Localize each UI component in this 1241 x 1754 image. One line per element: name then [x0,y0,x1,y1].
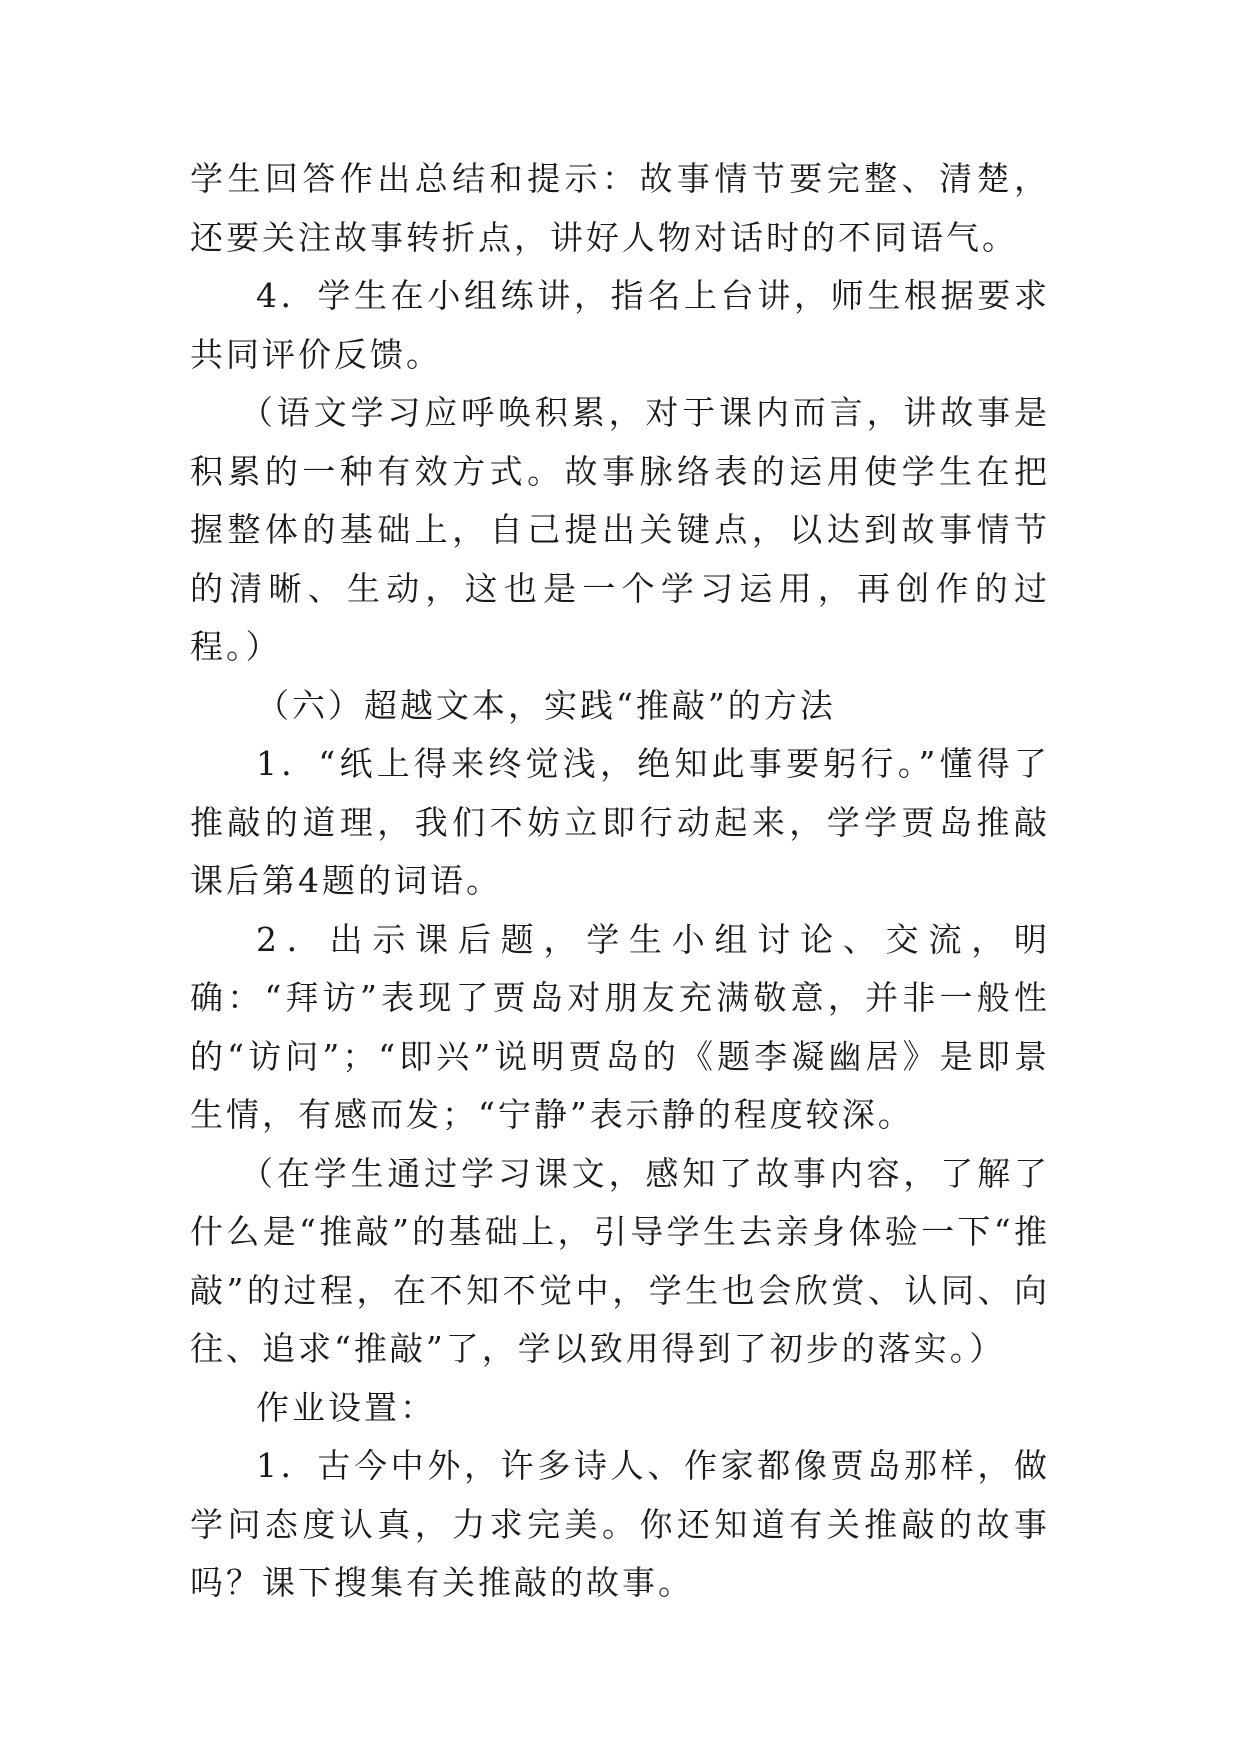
homework-heading: 作业设置： [256,1387,436,1427]
section-heading-six: （六）超越文本，实践“推敲”的方法 [256,685,836,725]
paragraph-note-accumulation: （语文学习应呼唤积累，对于课内而言，讲故事是积累的一种有效方式。故事脉络表的运用使学生在把握整体的基础上，自己提出关键点，以达到故事情节的清晰、生动，这也是一个学习运用，再创作的过程。） [190,393,1050,666]
paragraph-note-practice: （在学生通过学习课文，感知了故事内容，了解了什么是“推敲”的基础上，引导学生去亲身体验一下“推敲”的过程，在不知不觉中，学生也会欣赏、认同、向往、追求“推敲”了，学以致用得到了初步的落实。） [190,1153,1050,1368]
document-page [190,150,1050,1613]
paragraph-step-1: 1．“纸上得来终觉浅，绝知此事要躬行。”懂得了推敲的道理，我们不妨立即行动起来，学学贾岛推敲课后第4题的词语。 [190,744,1050,900]
homework-item-1: 1．古今中外，许多诗人、作家都像贾岛那样，做学问态度认真，力求完美。你还知道有关推敲的故事吗？课下搜集有关推敲的故事。 [190,1446,1050,1602]
paragraph-step-2: 2．出示课后题，学生小组讨论、交流，明确：“拜访”表现了贾岛对朋友充满敬意，并非一般性的“访问”；“即兴”说明贾岛的《题李凝幽居》是即景生情，有感而发；“宁静”表示静的程度较深。 [190,919,1050,1134]
paragraph-step-4: 4．学生在小组练讲，指名上台讲，师生根据要求共同评价反馈。 [190,276,1050,374]
paragraph-summary: 学生回答作出总结和提示：故事情节要完整、清楚，还要关注故事转折点，讲好人物对话时的不同语气。 [190,159,1050,257]
